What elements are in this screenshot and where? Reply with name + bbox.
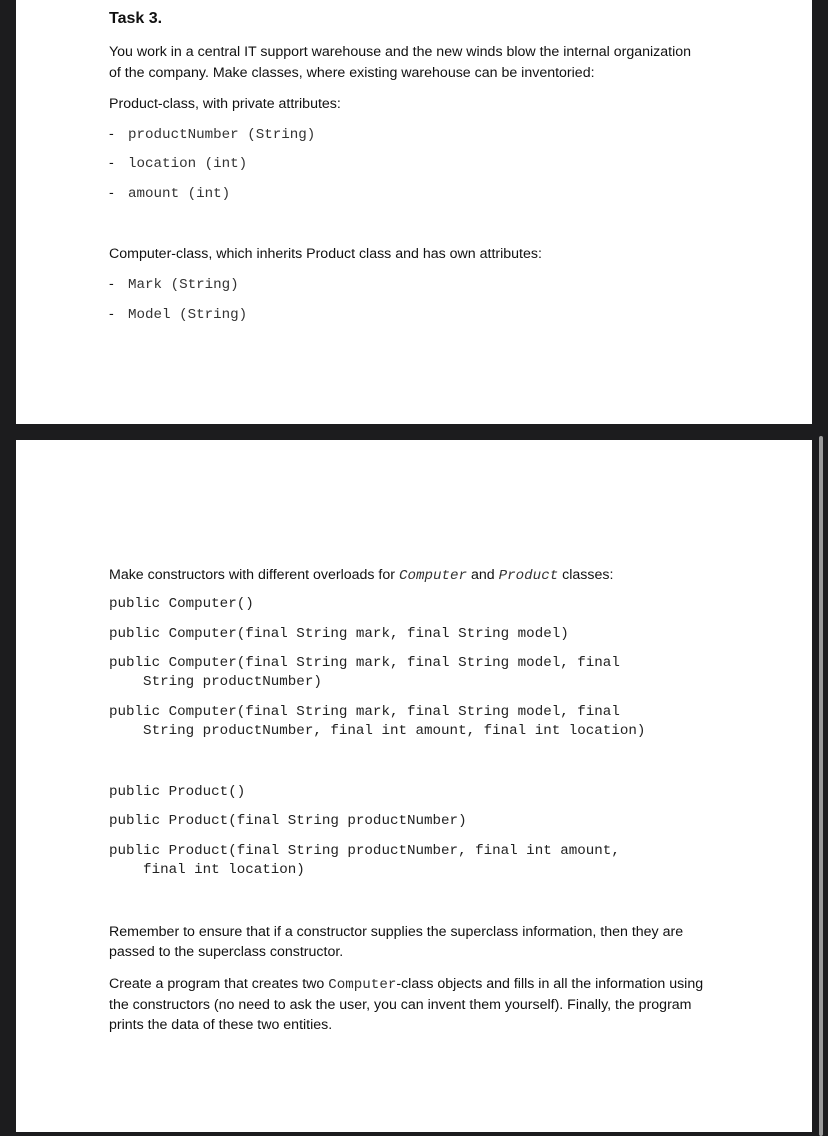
- document-page-1: [16, 0, 812, 424]
- computer-heading: Computer-class, which inherits Product class and has own attributes:: [109, 246, 542, 262]
- remember-line-1: Remember to ensure that if a constructor supplies the superclass information, then they are: [109, 924, 684, 940]
- computer-constructor-4-line-1: public Computer(final String mark, final String model, final: [109, 704, 620, 720]
- create-line-2: the constructors (no need to ask the user, you can invent them yourself). Finally, the program: [109, 997, 692, 1013]
- computer-attr-text: Model (String): [128, 307, 248, 323]
- product-constructor-3-line-2: final int location): [109, 862, 305, 878]
- constructors-heading-product: Product: [498, 568, 559, 584]
- task-title: Task 3.: [109, 10, 163, 27]
- constructors-heading: [109, 565, 613, 587]
- computer-attr-item: [109, 304, 247, 326]
- bullet-dash: -: [109, 185, 114, 201]
- bullet-dash: -: [109, 306, 114, 322]
- product-attr-text: amount (int): [128, 186, 231, 202]
- product-attr-item: [109, 153, 247, 175]
- product-attr-text: productNumber (String): [128, 127, 316, 143]
- computer-constructor-1: public Computer(): [109, 596, 254, 612]
- computer-constructor-3-line-1: public Computer(final String mark, final String model, final: [109, 655, 620, 671]
- constructors-heading-prefix: Make constructors with different overloads for: [109, 567, 399, 583]
- bullet-dash: -: [109, 126, 114, 142]
- computer-constructor-3-line-2: String productNumber): [109, 674, 322, 690]
- constructors-heading-computer: Computer: [398, 568, 468, 584]
- create-line-1: [109, 974, 703, 996]
- product-constructor-1: public Product(): [109, 784, 246, 800]
- create-suffix: -class objects and fills in all the information using: [396, 976, 704, 992]
- create-prefix: Create a program that creates two: [109, 976, 329, 992]
- computer-constructor-4-line-2: String productNumber, final int amount, final int location): [109, 723, 646, 739]
- computer-attr-text: Mark (String): [128, 277, 239, 293]
- bullet-dash: -: [109, 155, 114, 171]
- document-page-2: [16, 440, 812, 1132]
- bullet-dash: -: [109, 276, 114, 292]
- intro-line-1: You work in a central IT support warehouse and the new winds blow the internal organization: [109, 44, 692, 60]
- intro-line-2: of the company. Make classes, where existing warehouse can be inventoried:: [109, 65, 595, 81]
- product-constructor-3-line-1: public Product(final String productNumber, final int amount,: [109, 843, 620, 859]
- computer-constructor-2: public Computer(final String mark, final String model): [109, 626, 569, 642]
- create-code: Computer: [328, 977, 397, 993]
- product-constructor-2: public Product(final String productNumber): [109, 813, 467, 829]
- constructors-heading-and: and: [467, 567, 499, 583]
- product-attr-item: [109, 183, 230, 205]
- vertical-scrollbar[interactable]: [819, 436, 823, 1136]
- product-attr-item: [109, 124, 315, 146]
- product-attr-text: location (int): [128, 156, 248, 172]
- remember-line-2: passed to the superclass constructor.: [109, 944, 344, 960]
- constructors-heading-suffix: classes:: [558, 567, 614, 583]
- product-heading: Product-class, with private attributes:: [109, 96, 341, 112]
- computer-attr-item: [109, 274, 239, 296]
- create-line-3: prints the data of these two entities.: [109, 1017, 333, 1033]
